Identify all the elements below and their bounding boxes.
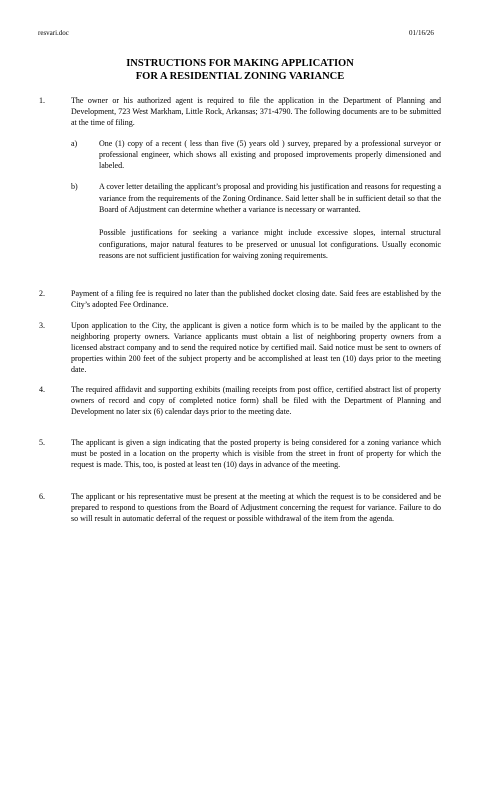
item-text-6: The applicant or his representative must be present at the meeting at which the request is to be considered and be prepared to respond to questions from the Board of Adjustment concerning the request for variance. Failure to do so will result in automatic deferral of the request or possible withdrawal of the item from the agenda.: [71, 492, 441, 523]
header-filename: resvari.doc: [38, 29, 69, 37]
document-title-line-1: INSTRUCTIONS FOR MAKING APPLICATION: [126, 58, 354, 69]
document-title-line-2: FOR A RESIDENTIAL ZONING VARIANCE: [135, 71, 345, 82]
item-number-5: 5.: [39, 438, 45, 447]
item-text-1: The owner or his authorized agent is required to file the application in the Department of Planning and Development, 723 West Markham, Little Rock, Arkansas; 371-4790. The following documents are to be submitted at the time of filing.: [71, 96, 441, 127]
item-number-3: 3.: [39, 321, 45, 330]
item-text-2: Payment of a filing fee is required no later than the published docket closing date. Said fees are established by the City’s adopted Fee Ordinance.: [71, 289, 441, 309]
sub-item-text-b: A cover letter detailing the applicant’s proposal and providing his justification and reasons for requesting a variance from the requirements of the Zoning Ordinance. Said letter shall be in sufficient detail so that the Board of Adjustment can determine whether a variance is necessary or warranted.: [99, 182, 441, 215]
header-date: 01/16/26: [409, 29, 434, 37]
sub-item-letter-b: b): [71, 182, 78, 191]
item-text-5: The applicant is given a sign indicating that the posted property is being considered for a zoning variance which must be posted in a location on the property which is visible from the street in front of property for which the request is made. This, too, is posted at least ten (10) days in advance of the meeting.: [71, 438, 441, 469]
item-text-3: Upon application to the City, the applicant is given a notice form which is to be mailed by the applicant to the neighboring property owners. Variance applicants must obtain a list of neighboring property owners from a licensed abstract company and to send the required notice by certified mail. Said notice must be sent to owners of properties within 200 feet of the subject property and be accomplished at least ten (10) days prior to the meeting date.: [71, 321, 441, 374]
item-number-2: 2.: [39, 289, 45, 298]
sub-item-text-b-continued: Possible justifications for seeking a variance might include excessive slopes, internal structural configurations, major natural features to be preserved or unusual lot configurations. Usually economic reasons are not sufficient justification for waiving zoning requirements.: [99, 228, 441, 261]
item-number-1: 1.: [39, 96, 45, 105]
sub-item-text-a: One (1) copy of a recent ( less than five (5) years old ) survey, prepared by a professional surveyor or professional engineer, which shows all existing and proposed improvements properly dimensioned and labeled.: [99, 139, 441, 170]
item-number-4: 4.: [39, 385, 45, 394]
item-text-4: The required affidavit and supporting exhibits (mailing receipts from post office, certified abstract list of property owners of record and copy of completed notice form) shall be filed with the Department of Planning and Development no later six (6) calendar days prior to the meeting date.: [71, 385, 441, 416]
item-number-6: 6.: [39, 492, 45, 501]
sub-item-letter-a: a): [71, 139, 78, 148]
